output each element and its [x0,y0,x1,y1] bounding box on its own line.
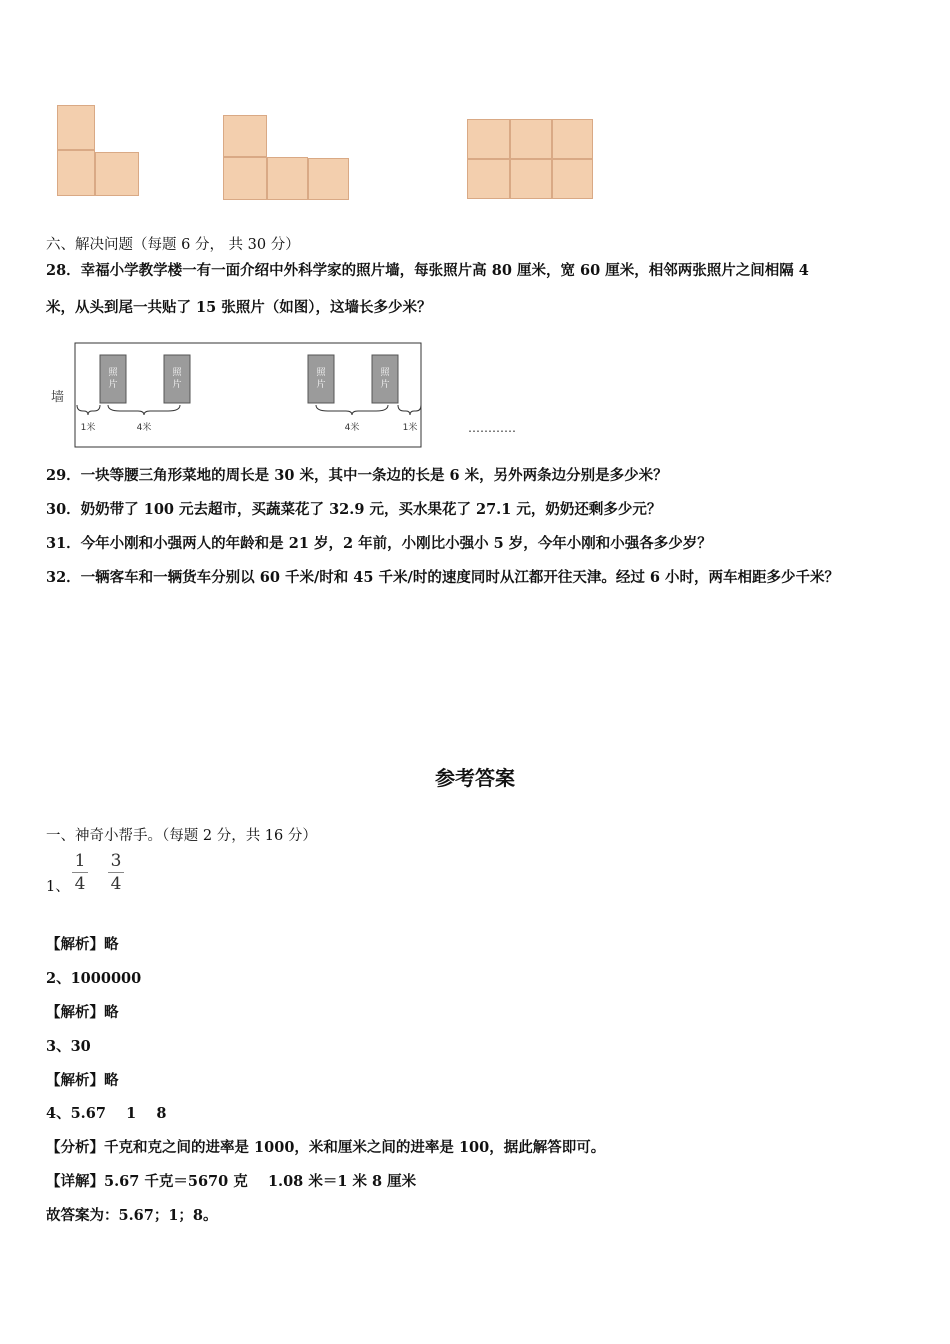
question-28-line-1: 28．幸福小学教学楼一有一面介绍中外科学家的照片墙，每张照片高 80 厘米，宽 60 厘米，相邻两张照片之间相隔 4 [46,262,809,279]
photo-3 [308,355,334,403]
gap-label-1m-right: 1米 [402,423,418,433]
answer-1-fraction-2: 3 4 [108,852,124,893]
svg-text:片: 片 [172,380,182,390]
question-30: 30．奶奶带了 100 元去超市，买蔬菜花了 32.9 元，买水果花了 27.1 元，奶奶还剩多少元？ [46,501,662,518]
svg-text:照: 照 [316,368,326,378]
photo-4 [372,355,398,403]
photo-wall-svg [40,335,540,455]
answer-4-analysis: 【分析】千克和克之间的进率是 1000，米和厘米之间的进率是 100，据此解答即可。 [46,1139,606,1156]
wall-label: 墙 [51,390,65,405]
svg-text:照: 照 [172,368,182,378]
answer-3: 3、30 [46,1038,91,1055]
answer-4: 4、5.67 1 8 [46,1105,167,1122]
svg-text:片: 片 [316,380,326,390]
svg-text:照: 照 [380,368,390,378]
question-32: 32．一辆客车和一辆货车分别以 60 千米/时和 45 千米/时的速度同时从江都开往天津。经过 6 小时，两车相距多少千米？ [46,569,839,586]
question-29: 29．一块等腰三角形菜地的周长是 30 米，其中一条边的长是 6 米，另外两条边分别是多少米？ [46,467,668,484]
svg-text:片: 片 [108,380,118,390]
answer-1-prefix: 1、 [46,879,70,895]
question-31: 31．今年小刚和小强两人的年龄和是 21 岁，2 年前，小刚比小强小 5 岁，今年小刚和小强各多少岁？ [46,535,712,552]
answers-section-1-title: 一、神奇小帮手。（每题 2 分，共 16 分） [46,828,317,844]
answer-1-analysis: 【解析】略 [46,936,119,953]
gap-label-1m-left: 1米 [80,423,96,433]
question-28-line-2: 米，从头到尾一共贴了 15 张照片（如图），这墙长多少米？ [46,299,432,316]
photo-1 [100,355,126,403]
answer-2-analysis: 【解析】略 [46,1004,119,1021]
answer-1-fraction-1: 1 4 [72,852,88,893]
section-6-title: 六、解决问题（每题 6 分， 共 30 分） [46,237,300,253]
answers-heading: 参考答案 [435,766,515,790]
answer-4-conclusion: 故答案为：5.67；1；8。 [46,1207,218,1224]
answer-2: 2、1000000 [46,970,142,987]
gap-label-4m-right: 4米 [344,423,360,433]
answer-3-analysis: 【解析】略 [46,1072,119,1089]
ellipsis: ………… [468,421,516,435]
photo-2 [164,355,190,403]
svg-text:片: 片 [380,380,390,390]
gap-label-4m-left: 4米 [136,423,152,433]
answer-4-detail: 【详解】5.67 千克＝5670 克 1.08 米＝1 米 8 厘米 [46,1173,417,1190]
svg-text:照: 照 [108,368,118,378]
